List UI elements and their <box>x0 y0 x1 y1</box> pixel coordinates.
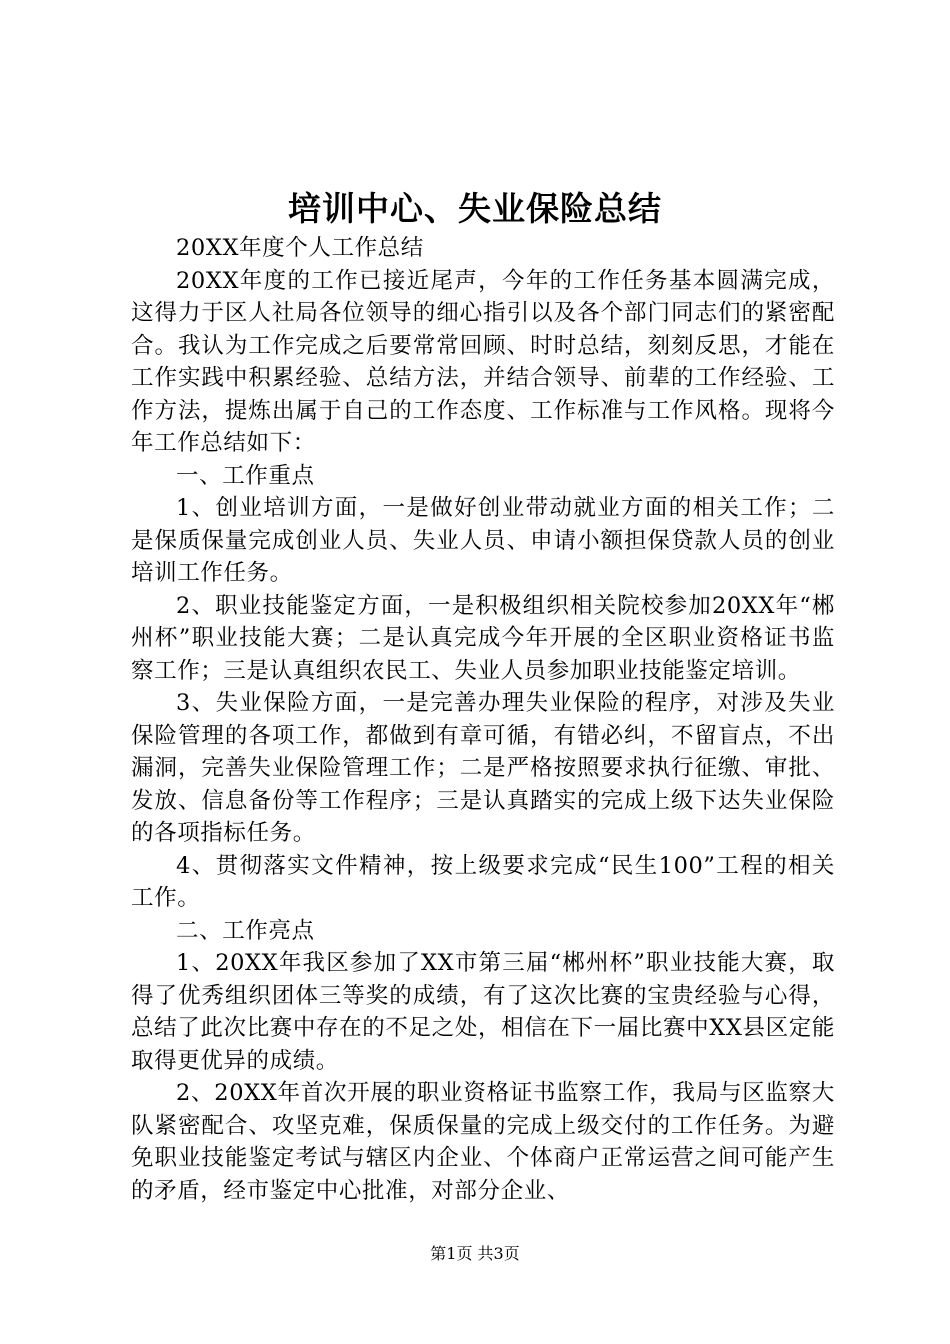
document-title: 培训中心、失业保险总结 <box>288 189 662 228</box>
paragraph-key-work-3: 3、失业保险方面，一是完善办理失业保险的程序，对涉及失业保险管理的各项工作，都做到有章可循，有错必纠，不留盲点，不出漏洞，完善失业保险管理工作；二是严格按照要求执行征缴、审批、发放、信息备份等工作程序；三是认真踏实的完成上级下达失业保险的各项指标任务。 <box>131 690 835 846</box>
paragraph-key-work-4: 4、贯彻落实文件精神，按上级要求完成“民生100”工程的相关工作。 <box>131 852 835 911</box>
paragraph-highlight-1: 1、20XX年我区参加了XX市第三届“郴州杯”职业技能大赛，取得了优秀组织团体三等奖的成绩，有了这次比赛的宝贵经验与心得，总结了此次比赛中存在的不足之处，相信在下一届比赛中XX县区定能取得更优异的成绩。 <box>131 950 835 1074</box>
paragraph-key-work-2: 2、职业技能鉴定方面，一是积极组织相关院校参加20XX年“郴州杯”职业技能大赛；二是认真完成今年开展的全区职业资格证书监察工作；三是认真组织农民工、失业人员参加职业技能鉴定培训。 <box>131 592 835 684</box>
document-body <box>131 232 835 1207</box>
paragraph-subtitle: 20XX年度个人工作总结 <box>176 235 424 261</box>
section-heading-highlights: 二、工作亮点 <box>176 917 315 944</box>
page-footer: 第1页 共3页 <box>430 1244 520 1263</box>
paragraph-key-work-1: 1、创业培训方面，一是做好创业带动就业方面的相关工作；二是保质保量完成创业人员、失业人员、申请小额担保贷款人员的创业培训工作任务。 <box>131 495 835 586</box>
paragraph-highlight-2: 2、20XX年首次开展的职业资格证书监察工作，我局与区监察大队紧密配合、攻坚克难，保质保量的完成上级交付的工作任务。为避免职业技能鉴定考试与辖区内企业、个体商户正常运营之间可能产生的矛盾，经市鉴定中心批准，对部分企业、 <box>131 1080 835 1204</box>
section-heading-key-work: 一、工作重点 <box>176 462 315 489</box>
paragraph-intro: 20XX年度的工作已接近尾声，今年的工作任务基本圆满完成，这得力于区人社局各位领导的细心指引以及各个部门同志们的紧密配合。我认为工作完成之后要常常回顾、时时总结，刻刻反思，才能在工作实践中积累经验、总结方法，并结合领导、前辈的工作经验、工作方法，提炼出属于自己的工作态度、工作标准与工作风格。现将今年工作总结如下： <box>131 267 835 456</box>
